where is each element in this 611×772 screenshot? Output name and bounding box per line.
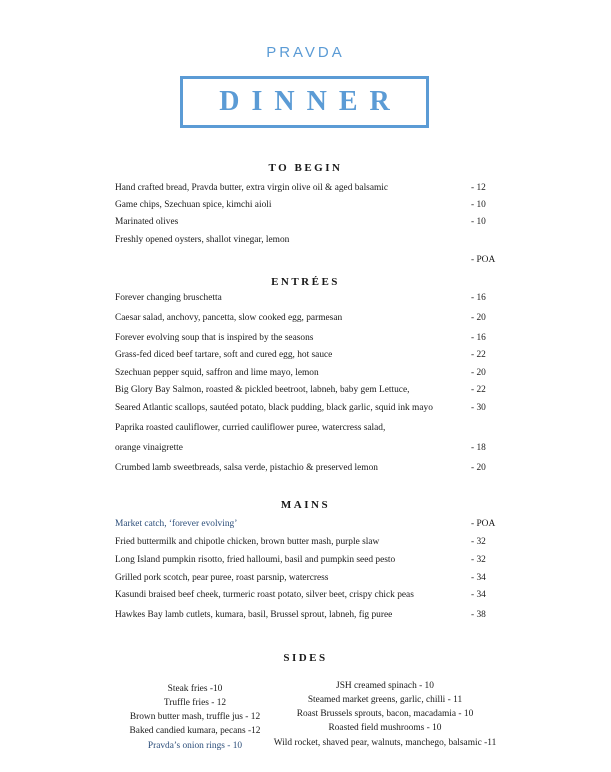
menu-item-name: Fried buttermilk and chipotle chicken, brown butter mash, purple slaw [115,537,380,547]
menu-item-price: - 38 [471,610,486,620]
section-title-mains: MAINS [280,499,331,511]
menu-item-name: Hawkes Bay lamb cutlets, kumara, basil, Brussel sprout, labneh, fig puree [115,610,393,620]
menu-item-name: Freshly opened oysters, shallot vinegar, lemon [115,235,290,245]
menu-item-name: Crumbed lamb sweetbreads, salsa verde, pistachio & preserved lemon [115,463,378,473]
menu-item-name-continued: orange vinaigrette [115,443,183,453]
menu-item-price: - 20 [471,368,486,378]
menu-item-name: Grass-fed diced beef tartare, soft and cured egg, hot sauce [115,350,333,360]
menu-item-name: Kasundi braised beef cheek, turmeric roast potato, silver beet, crispy chick peas [115,590,414,600]
menu-item-name: Market catch, ‘forever evolving’ [115,519,238,529]
side-item: Steamed market greens, garlic, chilli - 11 [307,695,463,705]
side-item: Baked candied kumara, pecans -12 [129,726,261,736]
menu-item-name: Long Island pumpkin risotto, fried halloumi, basil and pumpkin seed pesto [115,555,396,565]
page-title: DINNER [219,86,402,117]
brand-name: PRAVDA [266,44,345,61]
menu-item-price: - 10 [471,200,486,210]
menu-item-name: Big Glory Bay Salmon, roasted & pickled beetroot, labneh, baby gem Lettuce, [115,385,410,395]
menu-item-price: - 30 [471,403,486,413]
menu-item-name: Forever evolving soup that is inspired by the seasons [115,333,314,343]
menu-item-name: Caesar salad, anchovy, pancetta, slow cooked egg, parmesan [115,313,343,323]
side-item: Roast Brussels sprouts, bacon, macadamia - 10 [296,709,474,719]
menu-item-name: Grilled pork scotch, pear puree, roast parsnip, watercress [115,573,329,583]
title-box [180,76,429,128]
side-item: Wild rocket, shaved pear, walnuts, manchego, balsamic -11 [273,738,497,748]
menu-item-price: - 34 [471,590,486,600]
menu-item-price: - 22 [471,385,486,395]
menu-item-name: Szechuan pepper squid, saffron and lime mayo, lemon [115,368,319,378]
menu-item-name: Marinated olives [115,217,179,227]
menu-item-name: Game chips, Szechuan spice, kimchi aioli [115,200,272,210]
section-title-to-begin: TO BEGIN [268,162,343,174]
menu-item-name: Paprika roasted cauliflower, curried cauliflower puree, watercress salad, [115,423,386,433]
menu-item-price: - POA [471,255,496,265]
menu-item-name: Forever changing bruschetta [115,293,222,303]
side-item: Truffle fries - 12 [163,698,227,708]
menu-item-name: Hand crafted bread, Pravda butter, extra virgin olive oil & aged balsamic [115,183,389,193]
menu-item-price: - 18 [471,443,486,453]
menu-item-price: - 22 [471,350,486,360]
menu-item-price: - 32 [471,555,486,565]
menu-item-price: - 16 [471,333,486,343]
side-item: JSH creamed spinach - 10 [336,681,434,691]
menu-item-price: - 34 [471,573,486,583]
side-item: Roasted field mushrooms - 10 [328,723,442,733]
menu-item-price: - 32 [471,537,486,547]
section-title-entrees: ENTRÉES [271,276,340,288]
menu-item-price: - POA [471,519,496,529]
menu-item-price: - 20 [471,313,486,323]
side-item: Pravda’s onion rings - 10 [147,741,243,751]
side-item: Steak fries -10 [167,684,223,694]
menu-item-price: - 12 [471,183,486,193]
menu-item-price: - 20 [471,463,486,473]
side-item: Brown butter mash, truffle jus - 12 [129,712,261,722]
menu-item-name: Seared Atlantic scallops, sautéed potato, black pudding, black garlic, squid ink mayo [115,403,433,413]
menu-item-price: - 16 [471,293,486,303]
menu-item-price: - 10 [471,217,486,227]
section-title-sides: SIDES [283,652,328,664]
